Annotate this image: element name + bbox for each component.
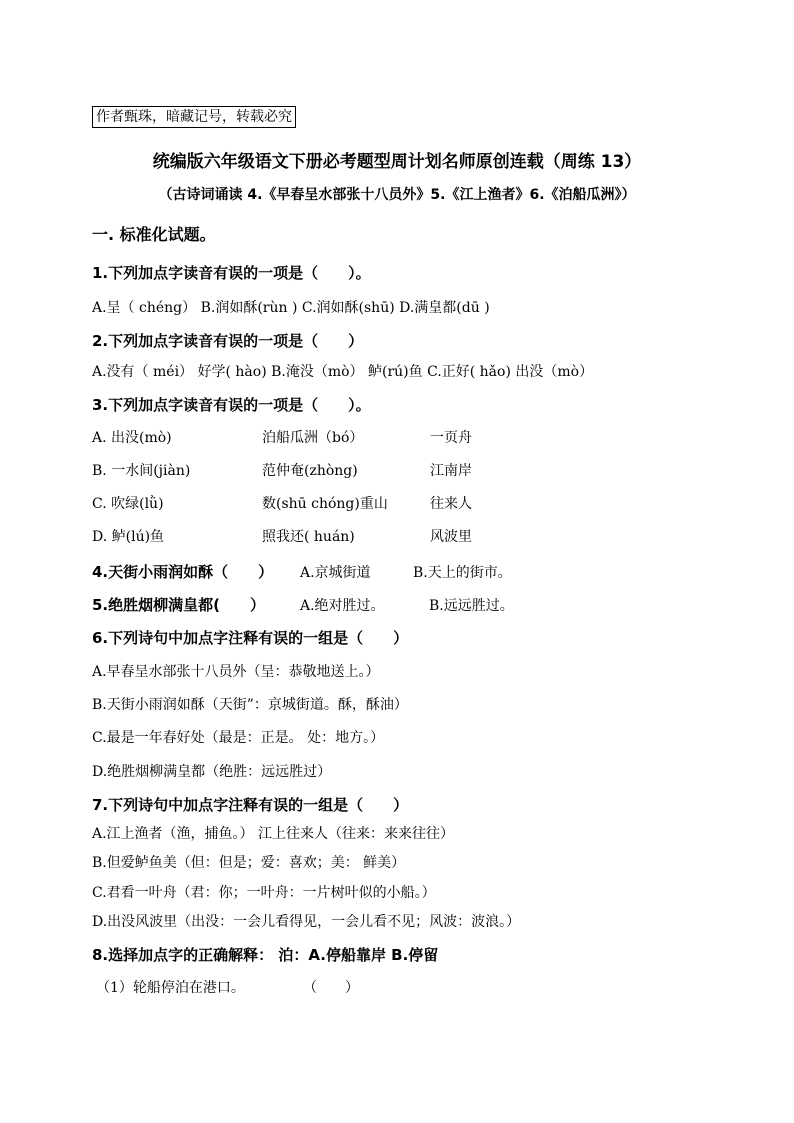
question-1: 1.下列加点字读音有误的一项是（ ）。 — [92, 264, 371, 282]
question-6-option-c: C.最是一年春好处（最是：正是。 处：地方。） — [92, 730, 385, 746]
page-subtitle: （古诗词诵读 4.《早春呈水部张十八员外》5.《江上渔者》6.《泊船瓜洲》） — [158, 187, 636, 203]
q3-row-a-col2: 泊船瓜洲（bó） — [262, 430, 364, 446]
q3-row-c-col3: 往来人 — [430, 496, 472, 512]
question-4-option-a: A.京城街道 — [300, 565, 371, 581]
q3-row-c-col2: 数(shū chóng)重山 — [262, 496, 388, 512]
question-5-option-b: B.远远胜过。 — [429, 598, 514, 614]
q3-row-b-col3: 江南岸 — [430, 463, 472, 479]
q3-row-c-col1: C. 吹绿(lǜ) — [92, 496, 164, 512]
q3-row-d-col3: 风波里 — [430, 529, 472, 545]
question-6-option-b: B.天街小雨润如酥（天街”：京城街道。酥，酥油） — [92, 697, 408, 713]
question-2: 2.下列加点字读音有误的一项是（ ） — [92, 332, 364, 350]
q3-row-d-col2: 照我还( huán) — [262, 529, 355, 545]
question-2-options: A.没有（ méi） 好学( hào) B.淹没（mò） 鲈(rú)鱼 C.正好( hǎo) 出没（mò） — [92, 364, 594, 380]
question-6: 6.下列诗句中加点字注释有误的一组是（ ） — [92, 629, 409, 647]
question-3: 3.下列加点字读音有误的一项是（ ）。 — [92, 396, 371, 414]
question-6-option-d: D.绝胜烟柳满皇都（绝胜：远远胜过） — [92, 764, 332, 780]
question-5: 5.绝胜烟柳满皇都( ） — [92, 596, 265, 614]
question-4-option-b: B.天上的街市。 — [413, 565, 512, 581]
question-8-item-1: （1）轮船停泊在港口。 — [96, 980, 245, 996]
question-7-option-d: D.出没风波里（出没：一会儿看得见，一会儿看不见；风波：波浪。） — [92, 914, 521, 930]
question-7-option-c: C.君看一叶舟（君：你；一叶舟：一片树叶似的小船。） — [92, 885, 436, 901]
question-7-option-a: A.江上渔者（渔，捕鱼。） 江上往来人（往来：来来往往） — [92, 826, 455, 842]
q3-row-d-col1: D. 鲈(lú)鱼 — [92, 529, 165, 545]
question-7: 7.下列诗句中加点字注释有误的一组是（ ） — [92, 796, 409, 814]
copyright-notice: 作者甄珠，暗藏记号，转载必究 — [92, 106, 296, 128]
q3-row-a-col1: A. 出没(mò) — [92, 430, 172, 446]
question-6-option-a: A.早春呈水部张十八员外（呈：恭敬地送上。） — [92, 664, 380, 680]
question-4: 4.天街小雨润如酥（ ） — [92, 563, 274, 581]
section-heading: 一. 标准化试题。 — [92, 225, 216, 244]
q3-row-b-col2: 范仲奄(zhòng) — [262, 463, 358, 479]
question-5-option-a: A.绝对胜过。 — [300, 598, 385, 614]
q3-row-b-col1: B. 一水间(jiàn) — [92, 463, 191, 479]
question-8: 8.选择加点字的正确解释： 泊：A.停船靠岸 B.停留 — [92, 946, 439, 964]
question-1-options: A.呈（ chéng） B.润如酥(rùn ) C.润如酥(shū) D.满皇都(dū ) — [92, 300, 490, 316]
question-7-option-b: B.但爱鲈鱼美（但：但是；爱：喜欢；美： 鲜美） — [92, 855, 406, 871]
page-title: 统编版六年级语文下册必考题型周计划名师原创连载（周练 13） — [152, 152, 642, 172]
q3-row-a-col3: 一页舟 — [430, 430, 472, 446]
question-8-item-1-blank: （ ） — [303, 980, 359, 996]
